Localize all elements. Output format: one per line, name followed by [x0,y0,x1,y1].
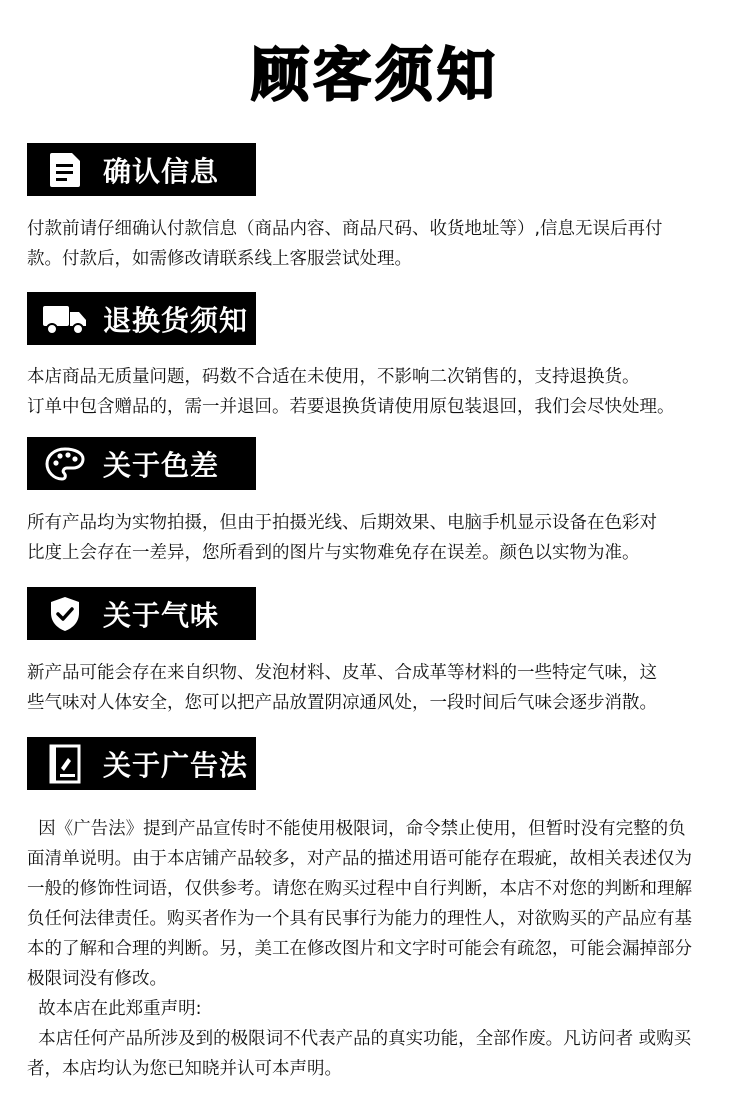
section-heading: 关于气味 [103,598,220,632]
section-body-color-difference [27,508,727,568]
body-line: 比度上会存在一差异，您所看到的图片与实物难免存在误差。颜色以实物为准。 [27,543,640,563]
body-line: 订单中包含赠品的，需一并退回。若要退换货请使用原包装退回，我们会尽快处理。 [27,397,675,417]
body-line: 本店商品无质量问题，码数不合适在未使用，不影响二次销售的，支持退换货。 [27,367,640,387]
palette-icon [41,444,89,484]
section-heading: 关于色差 [103,448,220,482]
section-header-returns [27,292,256,345]
body-line: 所有产品均为实物拍摄，但由于拍摄光线、后期效果、电脑手机显示设备在色彩对 [27,513,657,533]
section-heading: 确认信息 [103,154,220,188]
body-line: 一般的修饰性词语，仅供参考。请您在购买过程中自行判断，本店不对您的判断和理解 [27,879,692,899]
section-body-advertising-law [27,814,727,1084]
body-line: 新产品可能会存在来自织物、发泡材料、皮革、合成革等材料的一些特定气味，这 [27,663,657,683]
page-title: 顾客须知 [250,41,499,109]
truck-icon [41,299,89,339]
body-line: 者，本店均认为您已知晓并认可本声明。 [27,1059,342,1079]
section-header-color-difference [27,437,256,490]
body-line: 本店任何产品所涉及到的极限词不代表产品的真实功能，全部作废。凡访问者 或购买 [27,1029,692,1049]
section-body-returns [27,362,727,422]
body-line: 本的了解和合理的判断。另，美工在修改图片和文字时可能会有疏忽，可能会漏掉部分 [27,939,692,959]
section-header-confirm-info [27,143,256,196]
body-line: 面清单说明。由于本店铺产品较多，对产品的描述用语可能存在瑕疵，故相关表述仅为 [27,849,692,869]
body-line: 故本店在此郑重声明: [27,999,202,1019]
section-header-odor [27,587,256,640]
law-book-icon [41,744,89,784]
body-line: 付款前请仔细确认付款信息（商品内容、商品尺码、收货地址等）,信息无误后再付 [27,219,663,239]
section-body-confirm-info [27,214,727,274]
body-line: 负任何法律责任。购买者作为一个具有民事行为能力的理性人，对欲购买的产品应有基 [27,909,692,929]
body-line: 极限词没有修改。 [27,969,167,989]
shield-check-icon [41,594,89,634]
section-heading: 退换货须知 [103,303,249,337]
section-header-advertising-law [27,737,256,790]
body-line: 因《广告法》提到产品宣传时不能使用极限词，命令禁止使用，但暂时没有完整的负 [27,819,686,839]
body-line: 款。付款后，如需修改请联系线上客服尝试处理。 [27,249,412,269]
section-body-odor [27,658,727,718]
document-icon [41,150,89,190]
section-heading: 关于广告法 [103,748,249,782]
body-line: 些气味对人体安全，您可以把产品放置阴凉通风处，一段时间后气味会逐步消散。 [27,693,657,713]
